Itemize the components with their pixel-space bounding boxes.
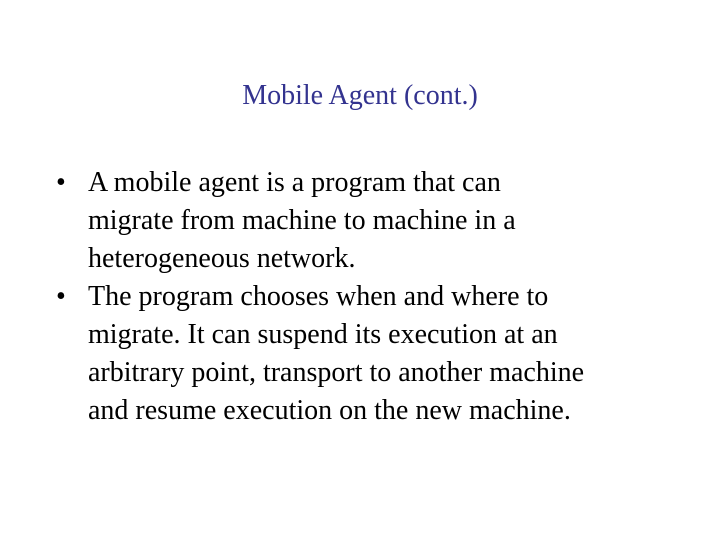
bullet-marker: •: [56, 167, 66, 198]
bullet-marker: •: [56, 281, 66, 312]
bullet-line: A mobile agent is a program that can: [88, 167, 501, 198]
bullet-line: arbitrary point, transport to another machine: [88, 357, 585, 388]
bullet-list: [56, 164, 676, 430]
bullet-line: The program chooses when and where to: [88, 281, 549, 312]
bullet-line: migrate from machine to machine in a: [88, 205, 516, 236]
slide-title: Mobile Agent (cont.): [242, 80, 478, 111]
bullet-item: [56, 278, 676, 430]
bullet-line: and resume execution on the new machine.: [88, 395, 571, 426]
bullet-line: migrate. It can suspend its execution at an: [88, 319, 558, 350]
bullet-line: heterogeneous network.: [88, 243, 356, 274]
bullet-item: [56, 164, 676, 278]
